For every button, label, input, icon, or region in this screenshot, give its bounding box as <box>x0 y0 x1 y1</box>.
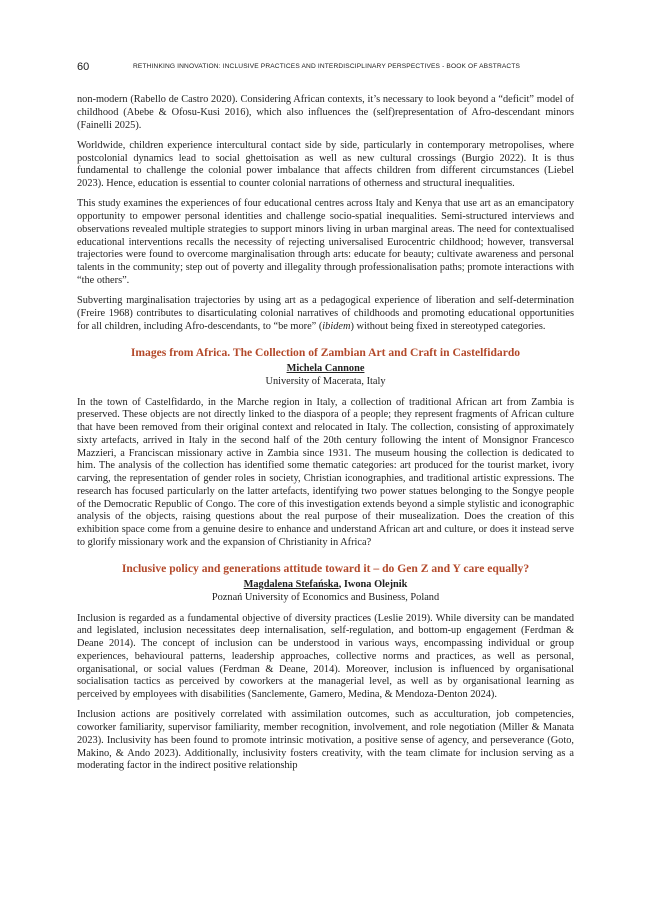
paragraph: Worldwide, children experience intercultural contact side by side, particularly in contemporary metropolises, where postcolonial dynamics lead to social ghettoisation as well as new cultural crossings (Burgio 2022). It is thus fundamental to challenge the colonial power imbalance that affects children from different circumstances (Liebel 2023). Hence, education is essential to counter colonial narrations of otherness and structural inequalities. <box>77 139 574 190</box>
page-content <box>77 94 574 781</box>
article-authors <box>77 362 574 375</box>
paragraph: In the town of Castelfidardo, in the Marche region in Italy, a collection of traditional African art from Zambia is preserved. These objects are not directly linked to the diaspora of a people; they represent fragments of African culture that have been removed from their original context and relocated in Italy. The collection, consisting of approximately sixty artefacts, arrived in Italy in the second half of the 20th century following the intent of Monsignor Francesco Mazzieri, a Franciscan missionary active in Zambia since 1931. The museum housing the collection is dedicated to him. The analysis of the collection has identified some thematic categories: art produced for the tourist market, ivory carving, the representation of gender roles in society, Christian iconographies, and traditional artistic expressions. The research has focused particularly on the latter artefacts, identifying two power statues belonging to the Songye people of the Democratic Republic of Congo. The core of this investigation extends beyond a simple stylistic and iconographic analysis of the objects, raising questions about the real purpose of their musealization. Does the creation of this exhibition space come from a genuine desire to enhance and understand African art and culture, or does it instead serve to glorify missionary work and the expansion of Christianity in Africa? <box>77 396 574 548</box>
text-span: ) without being fixed in stereotyped categories. <box>350 320 546 332</box>
article-title: Images from Africa. The Collection of Zambian Art and Craft in Castelfidardo <box>130 345 521 359</box>
author-name: Iwona Olejnik <box>343 578 408 590</box>
page-number: 60 <box>77 61 90 73</box>
author-affiliation: Poznań University of Economics and Business, Poland <box>211 591 440 603</box>
italic-text: ibidem <box>322 320 351 332</box>
page-header <box>77 61 577 75</box>
author-name: Michela Cannone <box>286 362 365 374</box>
author-name: Magdalena Stefańska <box>243 578 339 590</box>
paragraph: This study examines the experiences of four educational centres across Italy and Kenya that use art as an emancipatory opportunity to empower personal identities and challenge socio-spatial inequalities. Semi-structured interviews and observations revealed multiple strategies to support minors living in urban marginal areas. The need for contextualised educational interventions recalls the necessity of rejecting universalised Eurocentric childhood; however, transversal trajectories were found to overcome marginalisation through arts: educate for beauty; cultivate awareness and personal talents in the community; step out of poverty and illegality through professionalisation paths; promote interactions with “the others”. <box>77 198 574 286</box>
text-span: Subverting marginalisation trajectories by using art as a pedagogical experience of liberation and self-determination (Freire 1968) contributes to disarticulating colonial narratives of childhoods and promoting educational opportunities for all children, including Afro-descendants, to “be more” ( <box>77 295 574 332</box>
running-title: RETHINKING INNOVATION: INCLUSIVE PRACTICES AND INTERDISCIPLINARY PERSPECTIVES - BOOK OF ABSTRACTS <box>133 63 521 70</box>
article-title: Inclusive policy and generations attitude toward it – do Gen Z and Y care equally? <box>121 561 530 575</box>
article-authors <box>77 578 574 591</box>
paragraph <box>77 295 574 333</box>
paragraph: non-modern (Rabello de Castro 2020). Considering African contexts, it’s necessary to look beyond a “deficit” model of childhood (Abebe & Ofosu-Kusi 2016), which also influences the (self)representation of Afro-descendant minors (Fainelli 2025). <box>77 94 574 131</box>
paragraph: Inclusion actions are positively correlated with assimilation outcomes, such as acculturation, job competencies, coworker familiarity, supervisor familiarity, member recognition, involvement, and role negotiation (Miller & Manata 2023). Inclusivity has been found to promote intrinsic motivation, a positive sense of agency, and perseverance (Goto, Makino, & Ando 2023). Additionally, inclusivity fosters creativity, with the team climate for inclusion serving as a moderating factor in the indirect positive relationship <box>77 709 574 772</box>
author-affiliation: University of Macerata, Italy <box>265 375 386 387</box>
author-separator: , <box>338 578 344 590</box>
paragraph: Inclusion is regarded as a fundamental objective of diversity practices (Leslie 2019). While diversity can be mandated and legislated, inclusion necessitates deep internalisation, self-regulation, and bottom-up engagement (Ferdman & Deane 2014). The concept of inclusion can be understood in various ways, encompassing individual or group experiences, behavioural patterns, leadership approaches, collective norms and practices, as well as personal, organisational, or social values (Ferdman & Deane, 2014). Moreover, inclusion is influenced by organisational socialisation tactics as perceived by coworkers at the managerial level, as well as by organisational learning as perceived by employees with disabilities (Sanclemente, Gamero, Medina, & Mendoza-Denton 2024). <box>77 612 574 701</box>
